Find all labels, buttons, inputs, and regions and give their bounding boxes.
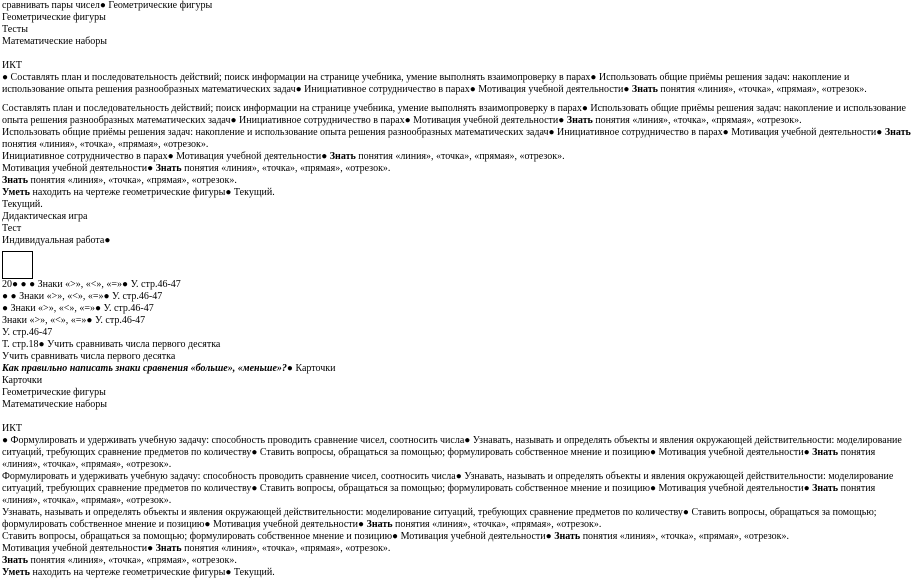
bold-term: Знать (812, 483, 839, 494)
text-line: Формулировать и удерживать учебную задачу: способность проводить сравнение чисел, соотносить числа● Узнавать, называть и определять объекты и явления окружающей действительности: моделирование (2, 471, 894, 482)
text-span: понятия «линия», «точка», «прямая», «отрезок». (592, 115, 802, 126)
bold-term: Уметь (2, 567, 30, 578)
text-line: Индивидуальная работа● (2, 235, 111, 246)
bold-term: Знать (554, 531, 581, 542)
text-line: «линия», «точка», «прямая», «отрезок». (2, 495, 172, 506)
text-line: ● Формулировать и удерживать учебную задачу: способность проводить сравнение чисел, соотносить числа● Узнавать, называть и определять объекты и явления окружающей действительности: моделирование (2, 435, 902, 446)
text-span: ситуаций, требующих сравнение предметов по количеству● Ставить вопросы, обращаться за помощью; формулировать собственное мнение и позицию● Мотивация учебной деятельности● (2, 447, 813, 458)
text-span: понятия «линия», «точка», «прямая», «отрезок». (181, 543, 391, 554)
bold-term: Знать (884, 127, 911, 138)
text-span: находить на чертеже геометрические фигуры● Текущий. (29, 187, 275, 198)
spacer (2, 96, 814, 103)
text-line: У. стр.46-47 (2, 327, 53, 338)
text-line: Дидактическая игра (2, 211, 88, 222)
ikt-label: ИКТ (2, 423, 22, 434)
text-line (2, 543, 814, 555)
text-span: Инициативное сотрудничество в парах● Мотивация учебной деятельности● (2, 151, 330, 162)
ikt-label: ИКТ (2, 60, 22, 71)
text-line (2, 115, 814, 127)
text-span: понятия «линия», «точка», «прямая», «отрезок». (27, 555, 237, 566)
bold-term: Знать (366, 519, 393, 530)
text-span: ● Карточки (286, 363, 336, 374)
text-line (2, 447, 876, 459)
text-line: Геометрические фигуры (2, 12, 106, 23)
text-line: ● Составлять план и последовательность действий; поиск информации на странице учебника, умение выполнять взаимопроверку в парах● Использовать общие приёмы решения задач: накопление и (2, 72, 850, 83)
text-line (2, 567, 814, 579)
text-span: понятия «линия», «точка», «прямая», «отрезок». (27, 175, 237, 186)
text-line: Учить сравнивать числа первого десятка (2, 351, 176, 362)
text-line (2, 175, 814, 187)
text-line (2, 187, 814, 199)
text-line: Математические наборы (2, 399, 107, 410)
text-span: понятия «линия», «точка», «прямая», «отрезок». (355, 151, 565, 162)
spacer (2, 411, 814, 423)
spacer (2, 48, 814, 60)
text-span: формулировать собственное мнение и позицию● Мотивация учебной деятельности● (2, 519, 367, 530)
text-line: Геометрические фигуры (2, 387, 106, 398)
bold-term: Знать (2, 555, 28, 566)
text-span: ситуаций, требующих сравнение предметов по количеству● Ставить вопросы, обращаться за помощью; формулировать собственное мнение и позицию● Мотивация учебной деятельности● (2, 483, 813, 494)
bold-term: Знать (155, 163, 182, 174)
text-span: понятия (838, 483, 876, 494)
bold-term: Уметь (2, 187, 30, 198)
text-line: Составлять план и последовательность действий; поиск информации на странице учебника, умение выполнять взаимопроверку в парах● Использовать общие приёмы решения задач: накопление и использование (2, 103, 906, 114)
bold-term: Знать (155, 543, 182, 554)
text-span: понятия (838, 447, 876, 458)
text-line: Тесты (2, 24, 28, 35)
text-span: находить на чертеже геометрические фигуры● Текущий. (29, 567, 275, 578)
text-line (2, 151, 814, 163)
text-line (2, 363, 814, 375)
text-line (2, 519, 814, 531)
text-line: Текущий. (2, 199, 43, 210)
text-span: понятия «линия», «точка», «прямая», «отрезок». (392, 519, 602, 530)
bold-term: Знать (2, 175, 28, 186)
text-line: Узнавать, называть и определять объекты и явления окружающей действительности: моделирование ситуаций, требующих сравнение предметов по количеству● Ставить вопросы, обращаться за помощью; (2, 507, 877, 518)
text-line: Знаки «>», «<», «=»● У. стр.46-47 (2, 315, 146, 326)
text-span: использование опыта решения разнообразных математических задач● Инициативное сотрудничество в парах● Мотивация учебной деятельности● (2, 84, 632, 95)
text-span: понятия «линия», «точка», «прямая», «отрезок». (181, 163, 391, 174)
text-line (2, 531, 814, 543)
text-line: Математические наборы (2, 36, 107, 47)
text-span: Мотивация учебной деятельности● (2, 543, 156, 554)
text-span: понятия «линия», «точка», «прямая», «отрезок». (657, 84, 867, 95)
question-text: Как правильно написать знаки сравнения «больше», «меньше»? (2, 363, 287, 374)
bold-term: Знать (631, 84, 658, 95)
text-line: Т. стр.18● Учить сравнивать числа первого десятка (2, 339, 221, 350)
text-line: понятия «линия», «точка», «прямая», «отрезок». (2, 139, 209, 150)
bold-term: Знать (812, 447, 839, 458)
text-line: Тест (2, 223, 22, 234)
text-line: ● ● Знаки «>», «<», «=»● У. стр.46-47 (2, 291, 163, 302)
text-line (2, 555, 814, 567)
text-span: понятия «линия», «точка», «прямая», «отрезок». (580, 531, 790, 542)
text-span: Мотивация учебной деятельности● (2, 163, 156, 174)
text-line: Карточки (2, 375, 43, 386)
bold-term: Знать (329, 151, 356, 162)
text-line (2, 84, 867, 96)
text-line: сравнивать пары чисел● Геометрические фигуры (2, 0, 213, 11)
text-line (2, 483, 876, 495)
bold-term: Знать (566, 115, 593, 126)
text-line (2, 163, 814, 175)
text-span: опыта решения разнообразных математических задач● Инициативное сотрудничество в парах● Мотивация учебной деятельности● (2, 115, 567, 126)
text-line: «линия», «точка», «прямая», «отрезок». (2, 459, 172, 470)
empty-image-frame (2, 251, 33, 279)
text-span: Ставить вопросы, обращаться за помощью; формулировать собственное мнение и позицию● Мотивация учебной деятельности● (2, 531, 555, 542)
text-line (2, 127, 911, 139)
text-line: ● Знаки «>», «<», «=»● У. стр.46-47 (2, 303, 154, 314)
text-span: Использовать общие приёмы решения задач: накопление и использование опыта решения разнообразных математических задач● Инициативное сотрудничество в парах● Мотивация учебной деятельности● (2, 127, 885, 138)
text-line: 20● ● ● Знаки «>», «<», «=»● У. стр.46-47 (2, 279, 181, 290)
